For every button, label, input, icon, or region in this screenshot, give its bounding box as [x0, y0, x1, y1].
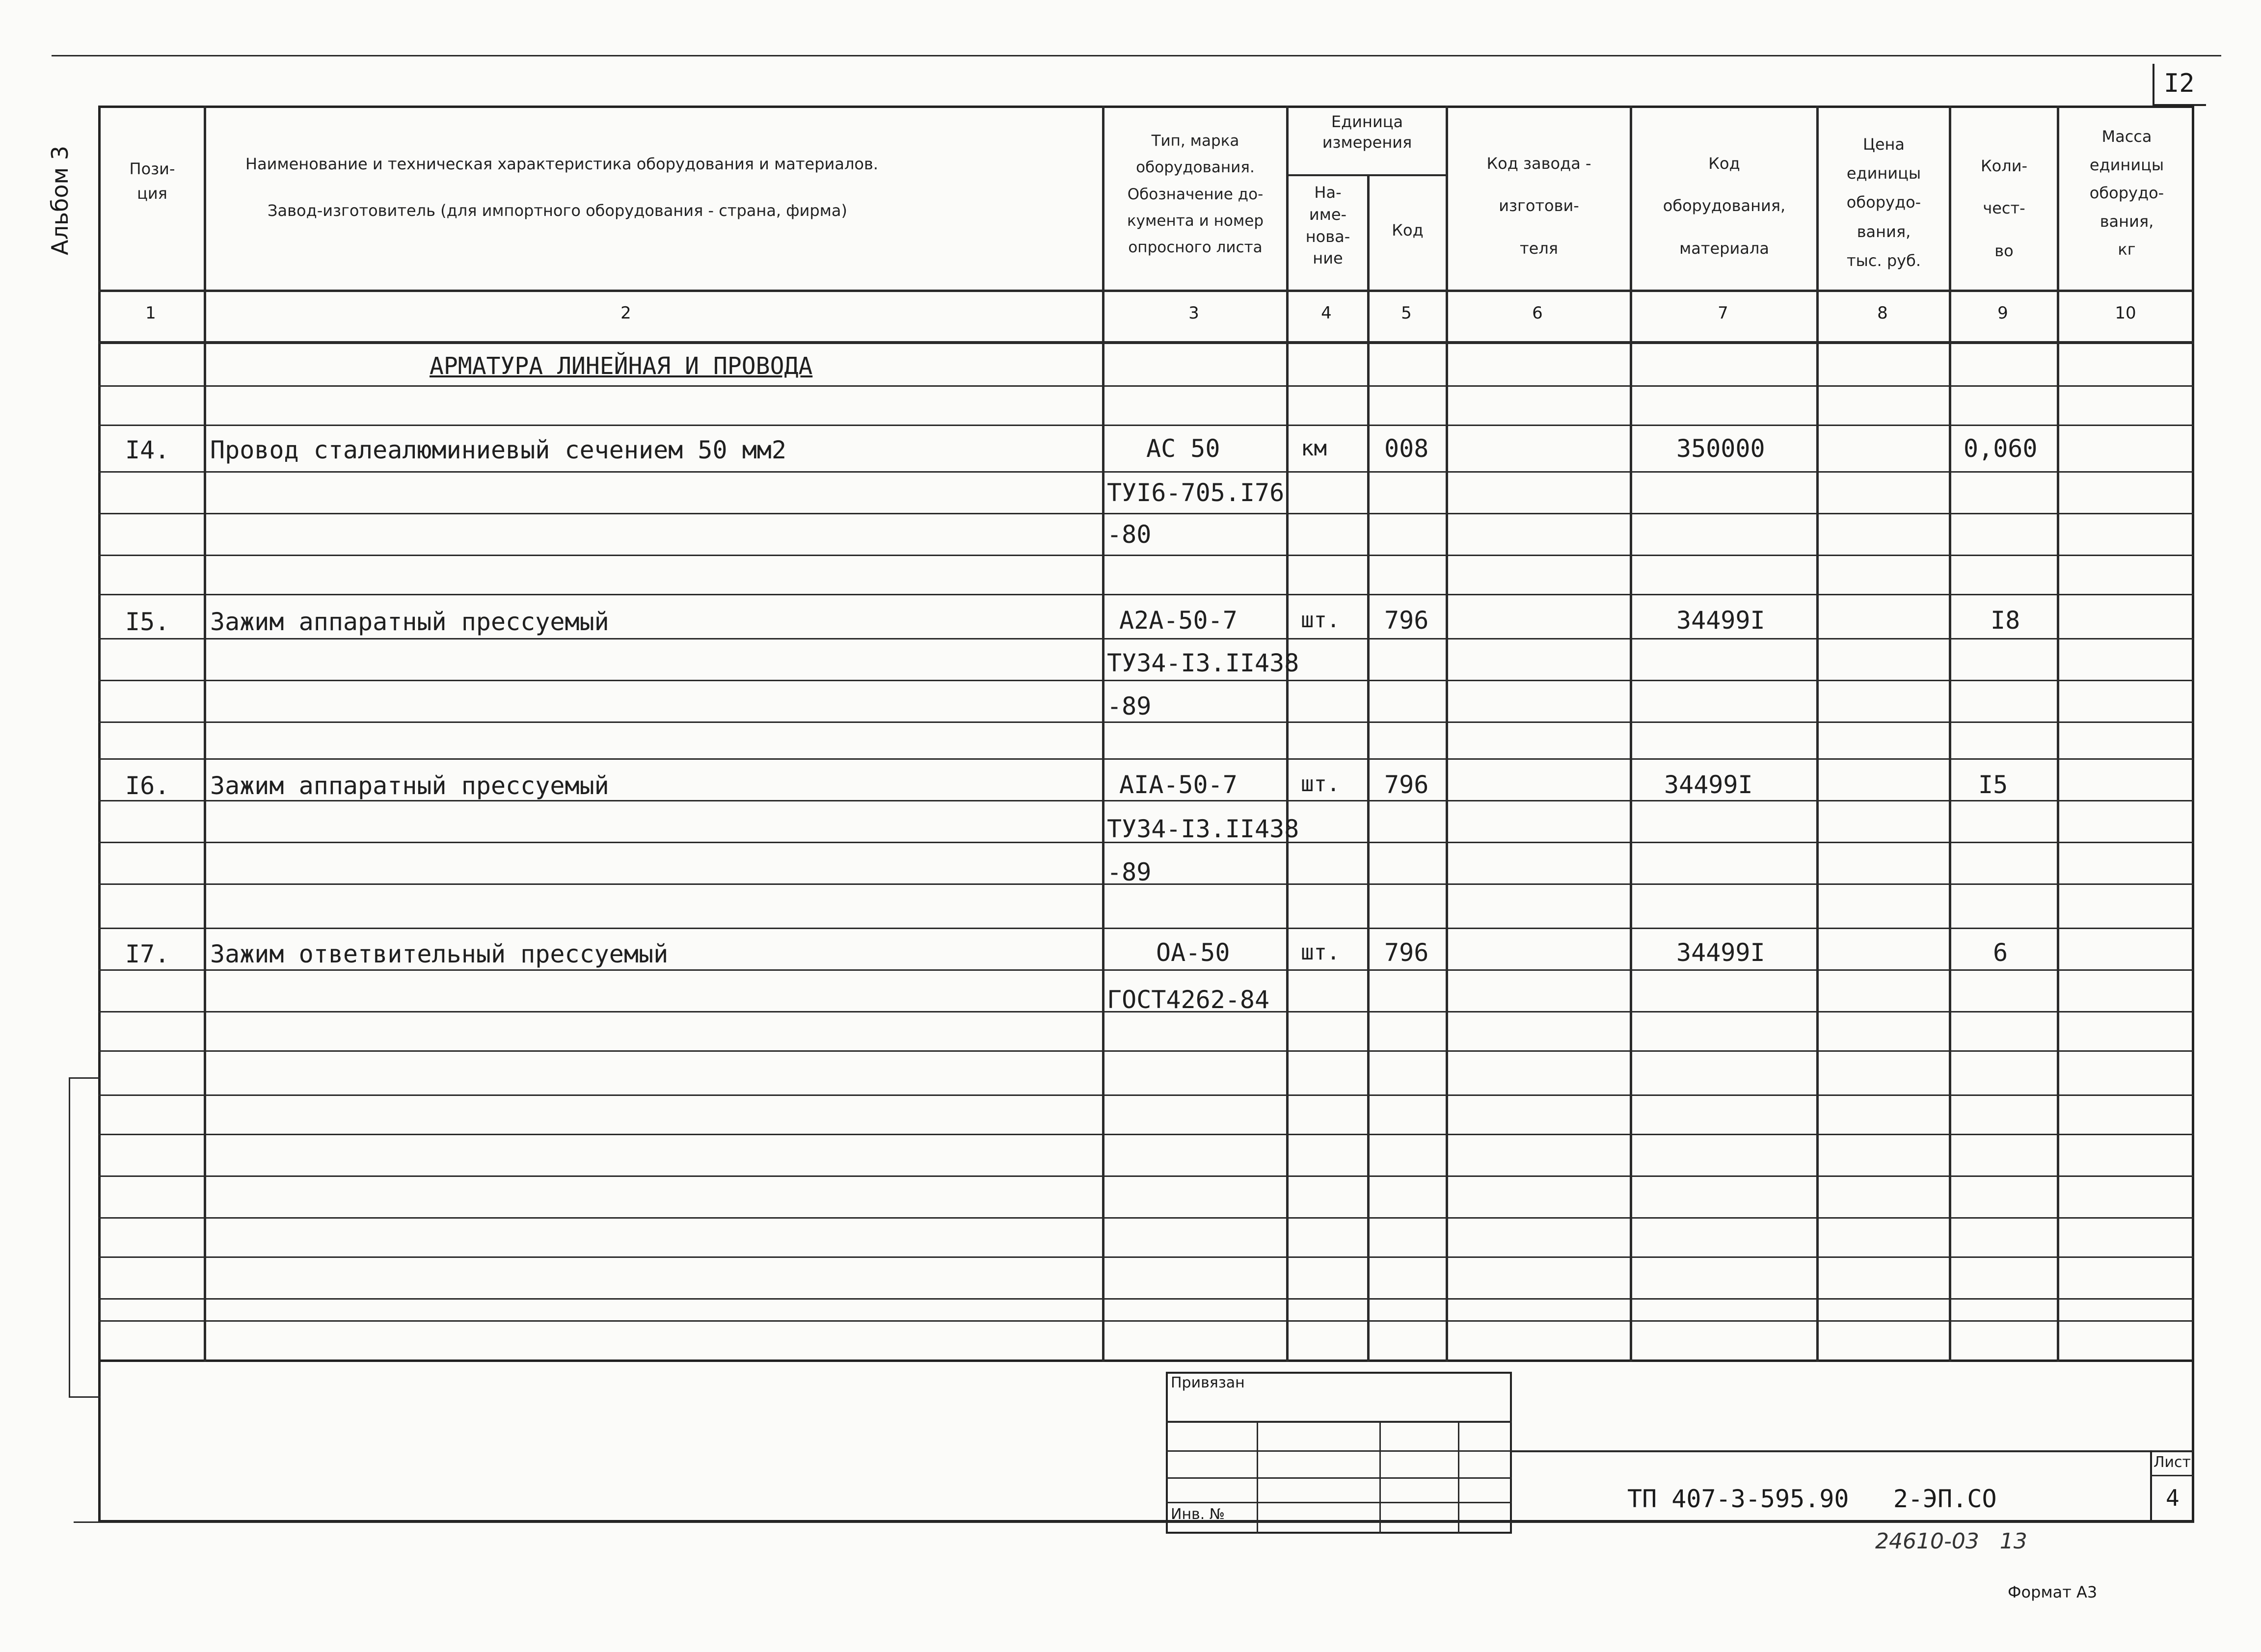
- row-rule: [98, 425, 2194, 426]
- row-rule: [98, 800, 2194, 801]
- row-rule: [98, 513, 2194, 514]
- header-unit-group-title: Единица измерения: [1322, 112, 1412, 152]
- item-unit: км: [1301, 436, 1327, 461]
- col-divider: [1367, 174, 1370, 1362]
- header-position: Пози- ция: [129, 160, 175, 203]
- column-number: 6: [1532, 303, 1543, 323]
- colnum-bottom-rule: [98, 341, 2194, 344]
- column-number: 3: [1188, 303, 1199, 323]
- stamp-divider: [1257, 1421, 1258, 1534]
- item-unit-code: 796: [1384, 606, 1429, 635]
- item-type: ОА-50: [1156, 938, 1230, 967]
- binding-mark: [69, 1396, 101, 1398]
- col-divider: [2057, 106, 2059, 1362]
- item-quantity: 0,060: [1964, 434, 2038, 463]
- item-position: I6.: [125, 772, 170, 800]
- col-divider: [1630, 106, 1632, 1362]
- item-unit: шт.: [1301, 940, 1340, 965]
- column-number: 9: [1997, 303, 2008, 323]
- col-divider: [204, 106, 206, 1362]
- sheet-label: Лист: [2153, 1454, 2191, 1471]
- item-position: I4.: [125, 436, 170, 464]
- col-divider: [1102, 106, 1104, 1362]
- item-type-doc: -89: [1107, 692, 1152, 720]
- document-designation: ТП 407-3-595.90 2-ЭП.СО: [1627, 1485, 1997, 1513]
- row-rule: [98, 555, 2194, 556]
- archive-number: 24610-03 13: [1875, 1529, 2027, 1554]
- row-rule: [98, 594, 2194, 595]
- col-divider: [1816, 106, 1819, 1362]
- row-rule: [98, 969, 2194, 971]
- item-unit-code: 796: [1384, 771, 1429, 799]
- header-mass: Масса единицы оборудо- вания, кг: [2089, 127, 2164, 259]
- item-name: Провод сталеалюминиевый сечением 50 мм2: [210, 436, 786, 464]
- stamp-divider: [1458, 1421, 1459, 1534]
- corner-number: I2: [2164, 69, 2195, 98]
- row-rule: [98, 385, 2194, 387]
- row-rule: [98, 1175, 2194, 1177]
- top-rule: [52, 55, 2221, 56]
- item-quantity: 6: [1993, 938, 2008, 967]
- item-name: Зажим ответвительный прессуемый: [210, 940, 669, 968]
- item-type-doc: ГОСТ4262-84: [1107, 986, 1270, 1014]
- stamp-attached-label: Привязан: [1171, 1374, 1245, 1391]
- item-unit-code: 008: [1384, 434, 1429, 463]
- row-rule: [98, 1320, 2194, 1322]
- column-number: 8: [1877, 303, 1888, 323]
- stamp-inventory-label: Инв. №: [1171, 1506, 1225, 1523]
- binding-mark: [69, 1077, 101, 1079]
- item-unit: шт.: [1301, 608, 1340, 633]
- header-quantity: Коли- чест- во: [1980, 157, 2028, 260]
- header-type: Тип, марка оборудования. Обозначение до- кумента и номер опросного листа: [1127, 132, 1264, 256]
- header-name-line1: Наименование и техническая характеристика оборудования и материалов.: [245, 155, 878, 173]
- column-number: 4: [1321, 303, 1332, 323]
- binding-mark: [69, 1077, 70, 1396]
- stamp-rule: [1166, 1421, 1512, 1423]
- header-name-line2: Завод-изготовитель (для импортного оборудования - страна, фирма): [268, 201, 847, 220]
- sheet-box-rule: [2150, 1475, 2194, 1476]
- item-name: Зажим аппаратный прессуемый: [210, 772, 609, 800]
- format-label: Формат А3: [2008, 1583, 2098, 1601]
- column-number: 5: [1401, 303, 1412, 323]
- item-material-code: 34499I: [1676, 938, 1765, 967]
- item-type: АIА-50-7: [1119, 771, 1238, 799]
- item-type: АС 50: [1146, 434, 1220, 463]
- sheet-number: 4: [2166, 1485, 2180, 1511]
- item-quantity: I8: [1991, 606, 2020, 635]
- item-type-doc: ТУ34-I3.II438: [1107, 815, 1299, 843]
- item-material-code: 350000: [1676, 434, 1765, 463]
- item-name: Зажим аппаратный прессуемый: [210, 608, 609, 636]
- unit-group-rule: [1286, 174, 1446, 176]
- header-unit-group: На- име- нова- ние: [1305, 183, 1350, 268]
- designation-rule: [1512, 1450, 2194, 1452]
- column-number: 10: [2115, 303, 2136, 323]
- section-title: АРМАТУРА ЛИНЕЙНАЯ И ПРОВОДА: [430, 352, 813, 380]
- item-type-doc: -89: [1107, 858, 1152, 886]
- item-position: I5.: [125, 608, 170, 636]
- stamp-rule: [1166, 1450, 1512, 1452]
- row-rule: [98, 758, 2194, 760]
- spec-table-frame: [98, 106, 2194, 1362]
- row-rule: [98, 1134, 2194, 1135]
- header-material-code: Код оборудования, материала: [1663, 154, 1786, 258]
- row-rule: [98, 680, 2194, 681]
- item-material-code: 34499I: [1676, 606, 1765, 635]
- row-rule: [98, 1094, 2194, 1096]
- row-rule: [98, 721, 2194, 723]
- header-factory-code: Код завода - изготови- теля: [1486, 154, 1591, 258]
- stamp-rule: [1166, 1502, 1512, 1503]
- column-number: 2: [620, 303, 631, 323]
- item-material-code: 34499I: [1664, 771, 1753, 799]
- item-type: А2А-50-7: [1119, 606, 1238, 635]
- header-bottom-rule: [98, 290, 2194, 292]
- bottom-rule: [74, 1521, 2194, 1523]
- item-type-doc: -80: [1107, 520, 1152, 549]
- side-label: Альбом 3: [47, 145, 73, 255]
- column-number: 7: [1718, 303, 1728, 323]
- row-rule: [98, 928, 2194, 929]
- col-divider: [1446, 106, 1448, 1362]
- row-rule: [98, 1298, 2194, 1300]
- row-rule: [98, 1050, 2194, 1052]
- item-type-doc: ТУ34-I3.II438: [1107, 649, 1299, 677]
- header-price: Цена единицы оборудо- вания, тыс. руб.: [1846, 135, 1921, 270]
- item-position: I7.: [125, 940, 170, 968]
- row-rule: [98, 471, 2194, 473]
- stamp-rule: [1166, 1477, 1512, 1479]
- item-quantity: I5: [1978, 771, 2008, 799]
- row-rule: [98, 1256, 2194, 1258]
- row-rule: [98, 638, 2194, 639]
- stamp-divider: [1379, 1421, 1381, 1534]
- column-number: 1: [145, 303, 156, 323]
- item-type-doc: ТУI6-705.I76: [1107, 479, 1285, 507]
- item-unit: шт.: [1301, 772, 1340, 797]
- item-unit-code: 796: [1384, 938, 1429, 967]
- col-divider: [1286, 106, 1289, 1362]
- header-unit-code: Код: [1392, 221, 1424, 240]
- row-rule: [98, 1217, 2194, 1219]
- col-divider: [1949, 106, 1951, 1362]
